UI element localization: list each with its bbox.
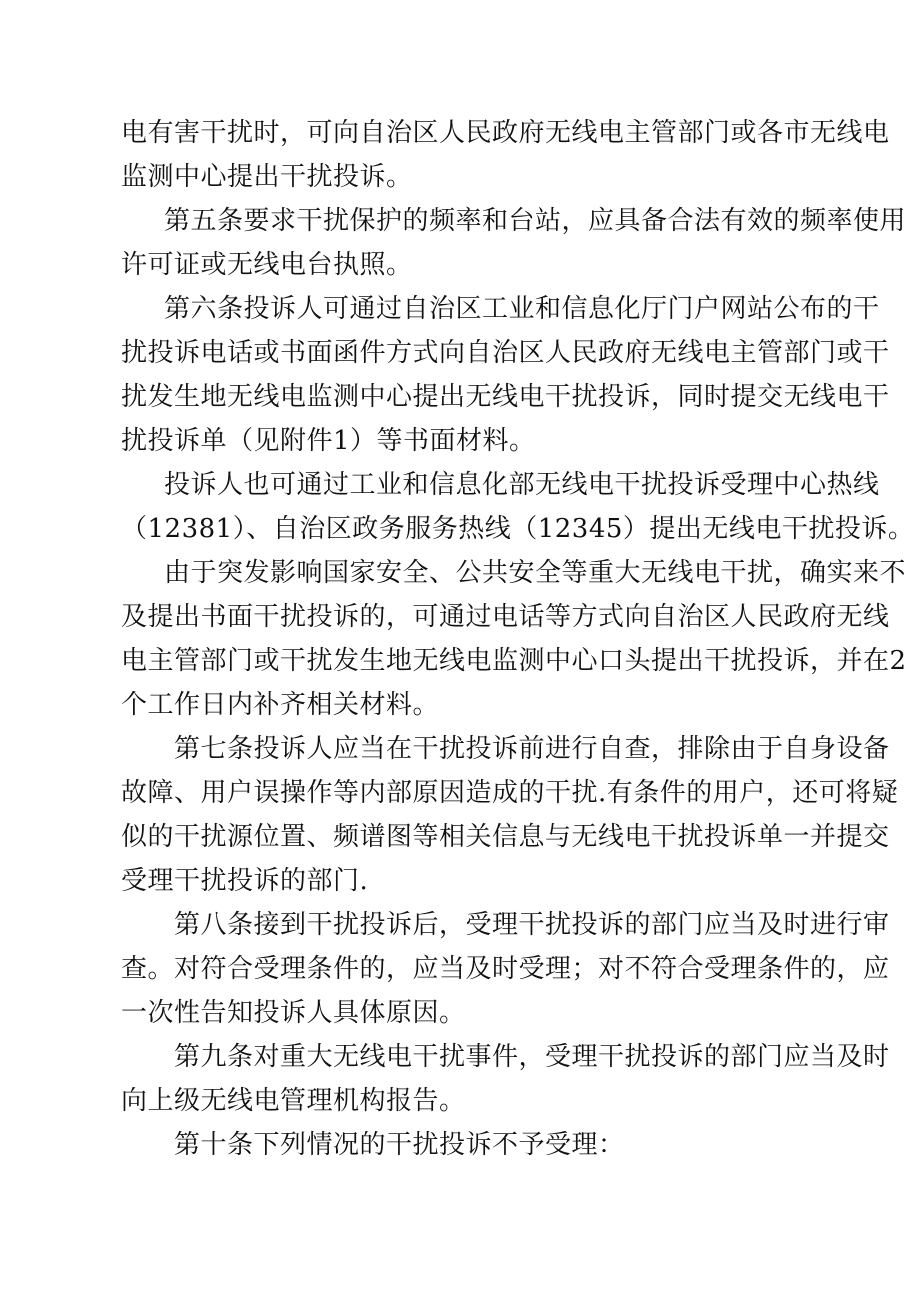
text-line: 向上级无线电管理机构报告。 <box>121 1086 466 1116</box>
text-line: 监测中心提出干扰投诉。 <box>121 162 413 192</box>
text-line: 扰发生地无线电监测中心提出无线电干扰投诉，同时提交无线电干 <box>121 382 890 412</box>
text-line: 扰投诉电话或书面函件方式向自治区人民政府无线电主管部门或干 <box>121 338 890 368</box>
text-line: 受理干扰投诉的部门. <box>121 866 369 896</box>
text-line: 故障、用户误操作等内部原因造成的干扰.有条件的用户，还可将疑 <box>121 778 899 808</box>
text-line: 电主管部门或干扰发生地无线电监测中心口头提出干扰投诉，并在2 <box>121 646 907 676</box>
article-10-line: 第十条下列情况的干扰投诉不予受理： <box>174 1130 625 1160</box>
text-line: 及提出书面干扰投诉的，可通过电话等方式向自治区人民政府无线 <box>121 602 890 632</box>
text-line: 一次性告知投诉人具体原因。 <box>121 998 466 1028</box>
text-line: （12381）、自治区政务服务热线（12345）提出无线电干扰投诉。 <box>121 514 915 544</box>
text-line: 似的干扰源位置、频谱图等相关信息与无线电干扰投诉单一并提交 <box>121 822 890 852</box>
hotline-paragraph-line: 投诉人也可通过工业和信息化部无线电干扰投诉受理中心热线 <box>164 470 880 500</box>
text-line: 许可证或无线电台执照。 <box>121 250 413 280</box>
text-line: 个工作日内补齐相关材料。 <box>121 690 440 720</box>
emergency-paragraph-line: 由于突发影响国家安全、公共安全等重大无线电干扰，确实来不 <box>164 558 907 588</box>
article-9-line: 第九条对重大无线电干扰事件，受理干扰投诉的部门应当及时 <box>174 1042 890 1072</box>
article-7-line: 第七条投诉人应当在干扰投诉前进行自查，排除由于自身设备 <box>174 734 890 764</box>
text-line: 查。对符合受理条件的，应当及时受理；对不符合受理条件的，应 <box>121 954 890 984</box>
text-line: 电有害干扰时，可向自治区人民政府无线电主管部门或各市无线电 <box>121 118 890 148</box>
text-line: 扰投诉单（见附件1）等书面材料。 <box>121 426 536 456</box>
article-8-line: 第八条接到干扰投诉后，受理干扰投诉的部门应当及时进行审 <box>174 910 890 940</box>
article-6-line: 第六条投诉人可通过自治区工业和信息化厅门户网站公布的干 <box>164 294 880 324</box>
article-5-line: 第五条要求干扰保护的频率和台站，应具备合法有效的频率使用 <box>164 206 907 236</box>
